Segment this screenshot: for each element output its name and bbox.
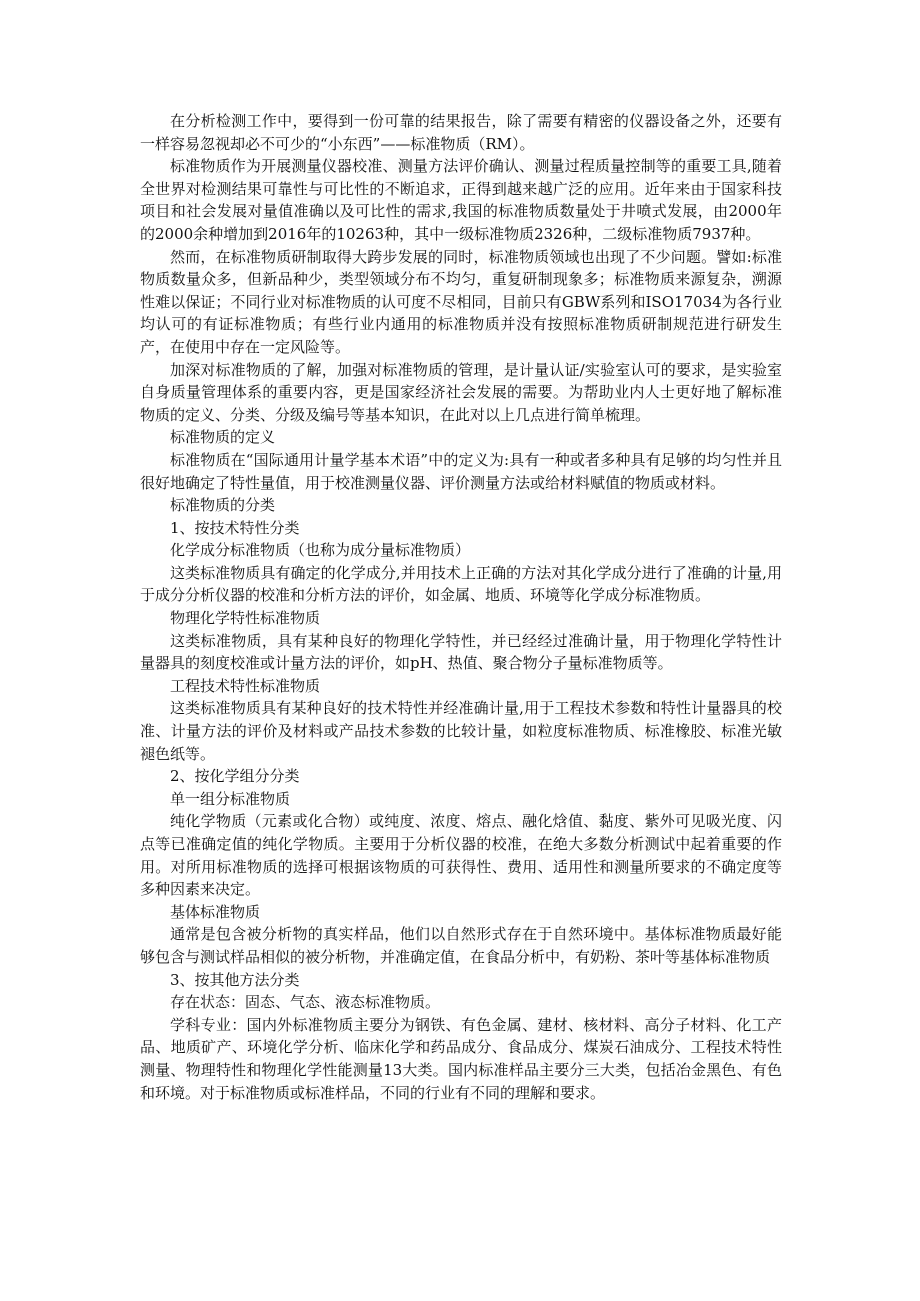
subheading-by-component: 2、按化学组分分类	[170, 767, 300, 786]
matrix-paragraph: 通常是包含被分析物的真实样品，他们以自然形式存在于自然环境中。基体标准物质最好能够包含与测试样品相似的被分析物，并准确定值，在食品分析中，有奶粉、茶叶等基体标准物质	[140, 925, 782, 966]
state-paragraph: 存在状态：固态、气态、液态标准物质。	[170, 993, 441, 1012]
subheading-physicochemical: 物理化学特性标准物质	[170, 609, 321, 628]
purpose-paragraph: 加深对标准物质的了解，加强对标准物质的管理，是计量认证/实验室认可的要求，是实验室自身质量管理体系的重要内容，更是国家经济社会发展的需要。为帮助业内人士更好地了解标准物质的定义、分类、分级及编号等基本知识，在此对以上几点进行简单梳理。	[140, 360, 782, 424]
physicochemical-paragraph: 这类标准物质，具有某种良好的物理化学特性，并已经经过准确计量，用于物理化学特性计量器具的刻度校准或计量方法的评价，如pH、热值、聚合物分子量标准物质等。	[140, 631, 782, 673]
subheading-single-component: 单一组分标准物质	[170, 789, 291, 808]
intro-paragraph: 在分析检测工作中，要得到一份可靠的结果报告，除了需要有精密的仪器设备之外，还要有一样容易忽视却必不可少的“小东西”——标准物质（RM）。	[140, 112, 782, 153]
single-component-paragraph: 纯化学物质（元素或化合物）或纯度、浓度、熔点、融化焓值、黏度、紫外可见吸光度、闪点等已准确定值的纯化学物质。主要用于分析仪器的校准，在绝大多数分析测试中起着重要的作用。对所用标准物质的选择可根据该物质的可获得性、费用、适用性和测量所要求的不确定度等多种因素来决定。	[140, 812, 782, 899]
document-body	[140, 110, 782, 1104]
subheading-chemical-composition: 化学成分标准物质（也称为成分量标准物质）	[170, 541, 471, 560]
subheading-technical: 1、按技术特性分类	[170, 518, 300, 537]
issues-paragraph: 然而，在标准物质研制取得大跨步发展的同时，标准物质领域也出现了不少问题。譬如:标准物质数量众多，但新品种少，类型领域分布不均匀，重复研制现象多；标准物质来源复杂，溯源性难以保证；不同行业对标准物质的认可度不尽相同，目前只有GBW系列和ISO17034为各行业均认可的有证标准物质；有些行业内通用的标准物质并没有按照标准物质研制规范进行研发生产，在使用中存在一定风险等。	[140, 247, 782, 356]
section-heading-classification: 标准物质的分类	[170, 496, 276, 515]
chemical-composition-paragraph: 这类标准物质具有确定的化学成分,并用技术上正确的方法对其化学成分进行了准确的计量,用于成分分析仪器的校准和分析方法的评价，如金属、地质、环境等化学成分标准物质。	[140, 563, 782, 605]
discipline-paragraph: 学科专业：国内外标准物质主要分为钢铁、有色金属、建材、核材料、高分子材料、化工产品、地质矿产、环境化学分析、临床化学和药品成分、食品成分、煤炭石油成分、工程技术特性测量、物理特性和物理化学性能测量13大类。国内标准样品主要分三大类，包括冶金黑色、有色和环境。对于标准物质或标准样品，不同的行业有不同的理解和要求。	[140, 1015, 782, 1102]
engineering-paragraph: 这类标准物质具有某种良好的技术特性并经准确计量,用于工程技术参数和特性计量器具的校准、计量方法的评价及材料或产品技术参数的比较计量，如粒度标准物质、标准橡胶、标准光敏褪色纸等。	[140, 699, 782, 763]
subheading-matrix: 基体标准物质	[170, 902, 261, 921]
subheading-other-methods: 3、按其他方法分类	[170, 970, 300, 989]
section-heading-definition: 标准物质的定义	[170, 428, 276, 447]
definition-paragraph: 标准物质在“国际通用计量学基本术语”中的定义为:具有一种或者多种具有足够的均匀性并且很好地确定了特性量值，用于校准测量仪器、评价测量方法或给材料赋值的物质或材料。	[140, 450, 782, 492]
background-paragraph: 标准物质作为开展测量仪器校准、测量方法评价确认、测量过程质量控制等的重要工具,随着全世界对检测结果可靠性与可比性的不断追求，正得到越来越广泛的应用。近年来由于国家科技项目和社会发展对量值准确以及可比性的需求,我国的标准物质数量处于井喷式发展，由2000年的2000余种增加到2016年的10263种，其中一级标准物质2326种，二级标准物质7937种。	[140, 157, 782, 243]
subheading-engineering: 工程技术特性标准物质	[170, 676, 321, 695]
